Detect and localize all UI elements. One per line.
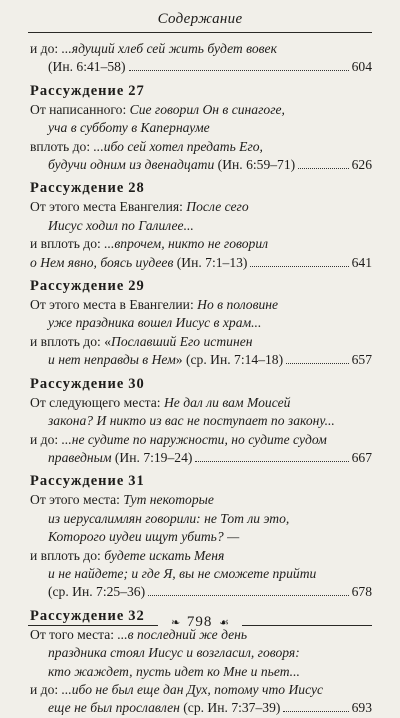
entry-prefix: и вплоть до: «	[30, 333, 111, 349]
section-heading	[30, 81, 372, 101]
entry-text	[48, 583, 145, 601]
entry-reference: (ср. Ин. 7:37–39)	[179, 700, 281, 716]
entry-line	[30, 198, 372, 216]
entry-quote: уже праздника вошел Иисус в храм...	[48, 315, 262, 331]
entry-quote: Сие говорил Он в синагоге,	[129, 101, 285, 117]
leader-dots	[195, 461, 348, 462]
entry-text	[30, 254, 247, 272]
page-number: 798	[186, 614, 213, 630]
entry-line	[30, 101, 372, 119]
entry-text	[30, 548, 224, 563]
footer-rule-left	[28, 625, 158, 626]
entry-text	[48, 529, 239, 544]
entry-quote: Которого иудеи ищут убить? —	[48, 529, 240, 545]
ornament-left-icon: ❧	[170, 617, 181, 629]
section-title: Рассуждение	[30, 180, 125, 197]
page-ref: 693	[351, 700, 372, 716]
entry-text	[48, 511, 289, 526]
entry-quote: еще не был прославлен	[48, 700, 180, 716]
entry-line	[30, 681, 372, 699]
leader-dots	[298, 168, 348, 169]
entry-quote: праздника стоял Иисус и возгласил, говоря:	[48, 645, 300, 661]
entry-text	[48, 645, 300, 660]
entry-prefix: вплоть до:	[30, 138, 94, 154]
section-title: Рассуждение	[30, 82, 125, 99]
entry-quote: уча в субботу в Капернауме	[48, 120, 210, 136]
entry-quote: будучи одним из двенадцати	[48, 157, 215, 173]
entry-text	[30, 199, 249, 214]
leader-dots	[148, 595, 348, 596]
entry-quote: и не найдете; и где Я, вы не сможете прийти	[48, 565, 317, 581]
entry-text	[48, 218, 194, 233]
section-title: Рассуждение	[30, 607, 125, 624]
leader-dots	[250, 266, 348, 267]
page-ref: 626	[351, 157, 372, 173]
section-number: 27	[128, 82, 145, 99]
entry-text	[30, 102, 285, 117]
leader-dots	[286, 363, 348, 364]
entry-line	[30, 217, 372, 235]
entry-text	[48, 351, 283, 369]
intro-line-1: и до: ...ядущий хлеб сей жить будет вовек	[30, 41, 277, 56]
entry-line	[30, 644, 372, 662]
page-ref: 604	[351, 59, 372, 75]
section-title: Рассуждение	[30, 473, 125, 490]
entry-text	[30, 297, 278, 312]
entry-line	[30, 565, 372, 583]
entry-prefix: и до:	[30, 681, 62, 697]
entry-quote: ...не судите по наружности, но судите судом	[61, 431, 327, 447]
section-title: Рассуждение	[30, 375, 125, 392]
footer-rule-right	[242, 625, 372, 626]
entry-quote: будете искать Меня	[104, 547, 225, 563]
entry-line	[30, 138, 372, 156]
entry-prefix: и вплоть до:	[30, 547, 105, 563]
entry-prefix: От того места:	[30, 626, 118, 642]
entry-text	[48, 664, 300, 679]
entry-line	[30, 583, 372, 601]
entry-text	[48, 315, 261, 330]
entry-quote: ...впрочем, никто не говорил	[104, 236, 269, 252]
entry-quote-cont: истинен	[203, 333, 253, 349]
section-number: 28	[128, 180, 145, 197]
intro-line-2: (Ин. 6:41–58) 604	[30, 58, 372, 76]
entry-prefix: От следующего места:	[30, 394, 164, 410]
entry-reference: (Ин. 7:19–24)	[111, 449, 193, 465]
entry-quote: ...ибо не был еще дан Дух,	[61, 681, 215, 697]
entry-line	[30, 663, 372, 681]
section-title: Рассуждение	[30, 278, 125, 295]
page-ref: 678	[351, 584, 372, 600]
entry-quote: ...в последний же день	[117, 626, 248, 642]
entry-quote: Тут некоторые	[123, 492, 214, 508]
entry-text	[30, 395, 290, 410]
entry-quote: ...ибо сей хотел предать Его,	[93, 138, 263, 154]
entry-reference: (ср. Ин. 7:25–36)	[48, 584, 146, 600]
entry-line	[30, 254, 372, 272]
entry-text	[30, 236, 268, 251]
section-heading	[30, 276, 372, 296]
section-number: 31	[128, 473, 145, 490]
entry-line	[30, 510, 372, 528]
entry-line	[30, 156, 372, 174]
entry-quote: Не дал ли вам Моисей	[163, 394, 291, 410]
entry-line	[30, 296, 372, 314]
entry-line	[30, 394, 372, 412]
entry-text	[48, 566, 316, 581]
entry-prefix: От этого места Евангелия:	[30, 199, 187, 215]
entry-line	[30, 412, 372, 430]
entry-line	[30, 699, 372, 717]
entry-quote: После сего	[186, 199, 249, 215]
entry-line	[30, 547, 372, 565]
entry-line	[30, 351, 372, 369]
page-footer	[28, 614, 372, 638]
entry-reference: (Ин. 6:59–71)	[214, 157, 296, 173]
entry-quote: и нет неправды в Нем	[48, 352, 176, 368]
section-number: 32	[128, 607, 145, 624]
leader-dots	[129, 70, 349, 71]
entry-text	[48, 120, 210, 135]
entry-text	[30, 682, 323, 697]
entry-text	[30, 492, 214, 507]
section-heading	[30, 178, 372, 198]
entry-reference: » (ср. Ин. 7:14–18)	[175, 352, 284, 368]
entry-text	[30, 334, 252, 349]
section-heading	[30, 374, 372, 394]
entry-prefix: От этого места в Евангелии:	[30, 297, 198, 313]
leader-dots	[283, 711, 348, 712]
entry-line	[30, 235, 372, 253]
entry-quote: Иисус ходил по Галилее...	[48, 217, 194, 233]
ornament-right-icon: ☙	[219, 617, 230, 629]
entry-line	[30, 528, 372, 546]
entry-text	[30, 139, 263, 154]
entry-quote: кто жаждет, пусть идет ко Мне и пьет...	[48, 663, 300, 679]
page-ref: 657	[351, 352, 372, 368]
entry-reference: (Ин. 7:1–13)	[173, 254, 248, 270]
section-number: 30	[128, 375, 145, 392]
entry-quote-cont: потому что Иисус	[214, 681, 324, 697]
entry-line	[30, 491, 372, 509]
entry-text	[30, 432, 327, 447]
section-heading	[30, 471, 372, 491]
entry-quote: Но в половине	[197, 297, 279, 313]
entry-quote: из иерусалимлян говорили: не Тот ли это,	[48, 510, 290, 526]
page-ref: 641	[351, 254, 372, 270]
entry-prefix: От написанного:	[30, 101, 130, 117]
running-header: Содержание	[28, 6, 372, 33]
entry-quote: закона? И никто из вас не поступает по закону...	[48, 413, 335, 429]
entry-line	[30, 314, 372, 332]
entry-line	[30, 333, 372, 351]
entry-text	[48, 699, 280, 717]
entry-prefix: От этого места:	[30, 492, 124, 508]
entry-line	[30, 449, 372, 467]
entry-quote: о Нем явно, боясь иудеев	[30, 254, 174, 270]
entry-text	[48, 156, 295, 174]
entry-quote: Пославший Его	[111, 333, 204, 349]
section-number: 29	[128, 278, 145, 295]
entry-prefix: и вплоть до:	[30, 236, 105, 252]
entry-quote: праведным	[48, 449, 112, 465]
entry-prefix: и до:	[30, 431, 62, 447]
entry-text	[48, 413, 335, 428]
entry-line	[30, 119, 372, 137]
entry-line	[30, 431, 372, 449]
page-ref: 667	[351, 449, 372, 465]
entry-text	[48, 449, 192, 467]
